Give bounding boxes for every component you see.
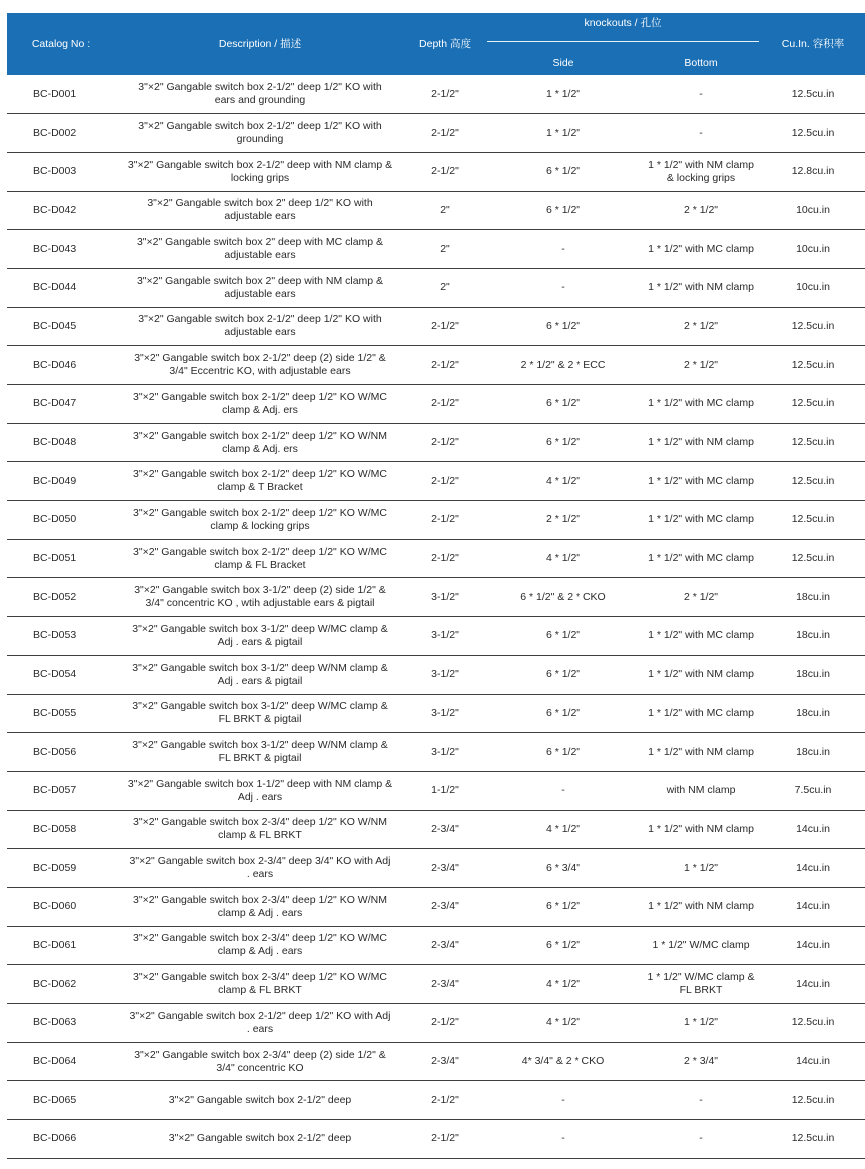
depth-cell: 2-1/2" bbox=[405, 423, 485, 462]
depth-cell: 2-3/4" bbox=[405, 965, 485, 1004]
side-knockout-cell: 6 * 1/2" bbox=[485, 733, 641, 772]
side-knockout-cell: 6 * 1/2" & 2 * CKO bbox=[485, 578, 641, 617]
bottom-knockout-cell: 2 * 1/2" bbox=[641, 191, 761, 230]
side-knockout-cell: 6 * 1/2" bbox=[485, 887, 641, 926]
side-knockout-cell: 4 * 1/2" bbox=[485, 462, 641, 501]
cubic-inch-cell: 12.5cu.in bbox=[761, 1120, 865, 1159]
bottom-knockout-cell: 1 * 1/2" bbox=[641, 849, 761, 888]
bottom-knockout-cell: 1 * 1/2" with NM clamp bbox=[641, 655, 761, 694]
description-cell: 3"×2" Gangable switch box 2-1/2" deep 1/2" KO W/MC clamp & FL Bracket bbox=[115, 539, 405, 578]
cubic-inch-cell: 12.5cu.in bbox=[761, 501, 865, 540]
header-cuin-zh: 容积率 bbox=[812, 37, 845, 50]
side-knockout-cell: 6 * 1/2" bbox=[485, 385, 641, 424]
table-row bbox=[7, 887, 865, 926]
cubic-inch-cell: 10cu.in bbox=[761, 268, 865, 307]
bottom-knockout-cell: 1 * 1/2" with NM clamp bbox=[641, 423, 761, 462]
side-knockout-cell: - bbox=[485, 268, 641, 307]
table-row bbox=[7, 191, 865, 230]
depth-cell: 3-1/2" bbox=[405, 617, 485, 656]
cubic-inch-cell: 18cu.in bbox=[761, 655, 865, 694]
catalog-number-cell: BC-D052 bbox=[7, 578, 115, 617]
depth-cell: 2-1/2" bbox=[405, 1120, 485, 1159]
depth-cell: 2-3/4" bbox=[405, 926, 485, 965]
catalog-number-cell: BC-D047 bbox=[7, 385, 115, 424]
table-row bbox=[7, 617, 865, 656]
depth-cell: 3-1/2" bbox=[405, 578, 485, 617]
table-row bbox=[7, 346, 865, 385]
table-body bbox=[7, 75, 865, 1158]
table-row bbox=[7, 423, 865, 462]
depth-cell: 2-1/2" bbox=[405, 1004, 485, 1043]
table-row bbox=[7, 810, 865, 849]
catalog-number-cell: BC-D001 bbox=[7, 75, 115, 114]
description-cell: 3"×2" Gangable switch box 2-1/2" deep 1/2" KO with grounding bbox=[115, 114, 405, 153]
cubic-inch-cell: 14cu.in bbox=[761, 849, 865, 888]
bottom-knockout-cell: 1 * 1/2" with MC clamp bbox=[641, 539, 761, 578]
table-row bbox=[7, 1042, 865, 1081]
depth-cell: 2-1/2" bbox=[405, 152, 485, 191]
side-knockout-cell: 6 * 1/2" bbox=[485, 655, 641, 694]
catalog-number-cell: BC-D053 bbox=[7, 617, 115, 656]
description-cell: 3"×2" Gangable switch box 2-1/2" deep 1/2" KO with Adj . ears bbox=[115, 1004, 405, 1043]
catalog-number-cell: BC-D066 bbox=[7, 1120, 115, 1159]
catalog-number-cell: BC-D057 bbox=[7, 771, 115, 810]
bottom-knockout-cell: 1 * 1/2" W/MC clamp & FL BRKT bbox=[641, 965, 761, 1004]
side-knockout-cell: 4 * 1/2" bbox=[485, 1004, 641, 1043]
catalog-number-cell: BC-D061 bbox=[7, 926, 115, 965]
description-cell: 3"×2" Gangable switch box 3-1/2" deep W/NM clamp & FL BRKT & pigtail bbox=[115, 733, 405, 772]
table-row bbox=[7, 462, 865, 501]
side-knockout-cell: 6 * 1/2" bbox=[485, 307, 641, 346]
bottom-knockout-cell: 1 * 1/2" with MC clamp bbox=[641, 694, 761, 733]
depth-cell: 2-3/4" bbox=[405, 810, 485, 849]
table-header bbox=[7, 13, 865, 75]
catalog-number-cell: BC-D042 bbox=[7, 191, 115, 230]
bottom-knockout-cell: 1 * 1/2" with NM clamp bbox=[641, 268, 761, 307]
bottom-knockout-cell: - bbox=[641, 1081, 761, 1120]
depth-cell: 2-3/4" bbox=[405, 887, 485, 926]
cubic-inch-cell: 18cu.in bbox=[761, 733, 865, 772]
table-row bbox=[7, 1004, 865, 1043]
side-knockout-cell: 4 * 1/2" bbox=[485, 539, 641, 578]
table-row bbox=[7, 926, 865, 965]
header-bottom: Bottom bbox=[641, 51, 761, 75]
description-cell: 3"×2" Gangable switch box 2-1/2" deep 1/2" KO with adjustable ears bbox=[115, 307, 405, 346]
bottom-knockout-cell: 1 * 1/2" with MC clamp bbox=[641, 617, 761, 656]
depth-cell: 1-1/2" bbox=[405, 771, 485, 810]
table-row bbox=[7, 694, 865, 733]
description-cell: 3"×2" Gangable switch box 2-3/4" deep 1/2" KO W/MC clamp & Adj . ears bbox=[115, 926, 405, 965]
catalog-number-cell: BC-D060 bbox=[7, 887, 115, 926]
table-row bbox=[7, 385, 865, 424]
cubic-inch-cell: 12.5cu.in bbox=[761, 423, 865, 462]
catalog-number-cell: BC-D063 bbox=[7, 1004, 115, 1043]
description-cell: 3"×2" Gangable switch box 2" deep with MC clamp & adjustable ears bbox=[115, 230, 405, 269]
bottom-knockout-cell: 1 * 1/2" with NM clamp bbox=[641, 733, 761, 772]
depth-cell: 2" bbox=[405, 268, 485, 307]
header-knockouts bbox=[485, 13, 761, 51]
description-cell: 3"×2" Gangable switch box 1-1/2" deep with NM clamp & Adj . ears bbox=[115, 771, 405, 810]
header-depth-zh: 高度 bbox=[449, 37, 471, 50]
bottom-knockout-cell: - bbox=[641, 75, 761, 114]
bottom-knockout-cell: with NM clamp bbox=[641, 771, 761, 810]
table-row bbox=[7, 307, 865, 346]
depth-cell: 3-1/2" bbox=[405, 694, 485, 733]
side-knockout-cell: 6 * 1/2" bbox=[485, 152, 641, 191]
cubic-inch-cell: 12.5cu.in bbox=[761, 1004, 865, 1043]
catalog-number-cell: BC-D043 bbox=[7, 230, 115, 269]
description-cell: 3"×2" Gangable switch box 2-1/2" deep bbox=[115, 1120, 405, 1159]
header-divider bbox=[487, 41, 759, 42]
table-row bbox=[7, 539, 865, 578]
table-row bbox=[7, 152, 865, 191]
side-knockout-cell: - bbox=[485, 230, 641, 269]
description-cell: 3"×2" Gangable switch box 2-1/2" deep 1/2" KO W/MC clamp & locking grips bbox=[115, 501, 405, 540]
bottom-knockout-cell: 2 * 1/2" bbox=[641, 578, 761, 617]
side-knockout-cell: 1 * 1/2" bbox=[485, 75, 641, 114]
catalog-number-cell: BC-D058 bbox=[7, 810, 115, 849]
bottom-knockout-cell: - bbox=[641, 114, 761, 153]
description-cell: 3"×2" Gangable switch box 2-1/2" deep 1/2" KO with ears and grounding bbox=[115, 75, 405, 114]
depth-cell: 2-1/2" bbox=[405, 539, 485, 578]
side-knockout-cell: 6 * 1/2" bbox=[485, 926, 641, 965]
depth-cell: 3-1/2" bbox=[405, 733, 485, 772]
side-knockout-cell: 2 * 1/2" & 2 * ECC bbox=[485, 346, 641, 385]
cubic-inch-cell: 18cu.in bbox=[761, 578, 865, 617]
bottom-knockout-cell: 2 * 3/4" bbox=[641, 1042, 761, 1081]
description-cell: 3"×2" Gangable switch box 2-3/4" deep 1/2" KO W/MC clamp & FL BRKT bbox=[115, 965, 405, 1004]
cubic-inch-cell: 12.5cu.in bbox=[761, 385, 865, 424]
table-row bbox=[7, 1081, 865, 1120]
description-cell: 3"×2" Gangable switch box 2-1/2" deep 1/2" KO W/MC clamp & T Bracket bbox=[115, 462, 405, 501]
side-knockout-cell: 4 * 1/2" bbox=[485, 965, 641, 1004]
cubic-inch-cell: 14cu.in bbox=[761, 810, 865, 849]
description-cell: 3"×2" Gangable switch box 2-1/2" deep bbox=[115, 1081, 405, 1120]
header-description: Description / 描述 bbox=[115, 13, 405, 75]
description-cell: 3"×2" Gangable switch box 2-3/4" deep (2) side 1/2" & 3/4" concentric KO bbox=[115, 1042, 405, 1081]
bottom-knockout-cell: 2 * 1/2" bbox=[641, 346, 761, 385]
catalog-number-cell: BC-D059 bbox=[7, 849, 115, 888]
cubic-inch-cell: 7.5cu.in bbox=[761, 771, 865, 810]
description-cell: 3"×2" Gangable switch box 2-3/4" deep 3/4" KO with Adj . ears bbox=[115, 849, 405, 888]
cubic-inch-cell: 14cu.in bbox=[761, 926, 865, 965]
depth-cell: 2-1/2" bbox=[405, 1081, 485, 1120]
side-knockout-cell: 6 * 3/4" bbox=[485, 849, 641, 888]
cubic-inch-cell: 12.5cu.in bbox=[761, 346, 865, 385]
cubic-inch-cell: 12.5cu.in bbox=[761, 539, 865, 578]
description-cell: 3"×2" Gangable switch box 2" deep 1/2" KO with adjustable ears bbox=[115, 191, 405, 230]
side-knockout-cell: 6 * 1/2" bbox=[485, 617, 641, 656]
catalog-number-cell: BC-D062 bbox=[7, 965, 115, 1004]
table-row bbox=[7, 655, 865, 694]
side-knockout-cell: 1 * 1/2" bbox=[485, 114, 641, 153]
table-row bbox=[7, 771, 865, 810]
depth-cell: 2-1/2" bbox=[405, 75, 485, 114]
cubic-inch-cell: 14cu.in bbox=[761, 965, 865, 1004]
catalog-number-cell: BC-D051 bbox=[7, 539, 115, 578]
catalog-number-cell: BC-D045 bbox=[7, 307, 115, 346]
depth-cell: 3-1/2" bbox=[405, 655, 485, 694]
catalog-number-cell: BC-D046 bbox=[7, 346, 115, 385]
bottom-knockout-cell: 1 * 1/2" with NM clamp bbox=[641, 887, 761, 926]
table-row bbox=[7, 578, 865, 617]
catalog-number-cell: BC-D050 bbox=[7, 501, 115, 540]
cubic-inch-cell: 12.5cu.in bbox=[761, 114, 865, 153]
cubic-inch-cell: 18cu.in bbox=[761, 617, 865, 656]
bottom-knockout-cell: - bbox=[641, 1120, 761, 1159]
cubic-inch-cell: 12.5cu.in bbox=[761, 1081, 865, 1120]
bottom-knockout-cell: 1 * 1/2" with NM clamp bbox=[641, 810, 761, 849]
description-cell: 3"×2" Gangable switch box 3-1/2" deep W/NM clamp & Adj . ears & pigtail bbox=[115, 655, 405, 694]
cubic-inch-cell: 12.5cu.in bbox=[761, 462, 865, 501]
cubic-inch-cell: 18cu.in bbox=[761, 694, 865, 733]
description-cell: 3"×2" Gangable switch box 3-1/2" deep W/MC clamp & FL BRKT & pigtail bbox=[115, 694, 405, 733]
bottom-knockout-cell: 1 * 1/2" with MC clamp bbox=[641, 385, 761, 424]
bottom-knockout-cell: 1 * 1/2" with NM clamp & locking grips bbox=[641, 152, 761, 191]
table-row bbox=[7, 268, 865, 307]
catalog-number-cell: BC-D056 bbox=[7, 733, 115, 772]
catalog-number-cell: BC-D044 bbox=[7, 268, 115, 307]
catalog-number-cell: BC-D055 bbox=[7, 694, 115, 733]
header-cuin bbox=[761, 13, 865, 75]
description-cell: 3"×2" Gangable switch box 3-1/2" deep W/MC clamp & Adj . ears & pigtail bbox=[115, 617, 405, 656]
side-knockout-cell: 6 * 1/2" bbox=[485, 191, 641, 230]
header-cuin-en: Cu.In. bbox=[781, 37, 810, 50]
table-row bbox=[7, 114, 865, 153]
description-cell: 3"×2" Gangable switch box 3-1/2" deep (2) side 1/2" & 3/4" concentric KO , wtih adjustable ears & pigtail bbox=[115, 578, 405, 617]
cubic-inch-cell: 14cu.in bbox=[761, 1042, 865, 1081]
table-row bbox=[7, 965, 865, 1004]
depth-cell: 2-1/2" bbox=[405, 501, 485, 540]
description-cell: 3"×2" Gangable switch box 2-1/2" deep (2) side 1/2" & 3/4" Eccentric KO, with adjustable ears bbox=[115, 346, 405, 385]
cubic-inch-cell: 12.5cu.in bbox=[761, 75, 865, 114]
depth-cell: 2-1/2" bbox=[405, 462, 485, 501]
cubic-inch-cell: 10cu.in bbox=[761, 230, 865, 269]
header-knockouts-label: knockouts / 孔位 bbox=[584, 17, 662, 29]
table-row bbox=[7, 230, 865, 269]
table-row bbox=[7, 501, 865, 540]
bottom-knockout-cell: 1 * 1/2" with MC clamp bbox=[641, 230, 761, 269]
catalog-number-cell: BC-D064 bbox=[7, 1042, 115, 1081]
catalog-number-cell: BC-D054 bbox=[7, 655, 115, 694]
description-cell: 3"×2" Gangable switch box 2" deep with NM clamp & adjustable ears bbox=[115, 268, 405, 307]
side-knockout-cell: 2 * 1/2" bbox=[485, 501, 641, 540]
cubic-inch-cell: 14cu.in bbox=[761, 887, 865, 926]
depth-cell: 2-1/2" bbox=[405, 385, 485, 424]
cubic-inch-cell: 12.8cu.in bbox=[761, 152, 865, 191]
bottom-knockout-cell: 1 * 1/2" bbox=[641, 1004, 761, 1043]
side-knockout-cell: 6 * 1/2" bbox=[485, 694, 641, 733]
bottom-knockout-cell: 1 * 1/2" with MC clamp bbox=[641, 501, 761, 540]
table-row bbox=[7, 75, 865, 114]
bottom-knockout-cell: 2 * 1/2" bbox=[641, 307, 761, 346]
catalog-number-cell: BC-D002 bbox=[7, 114, 115, 153]
catalog-number-cell: BC-D003 bbox=[7, 152, 115, 191]
side-knockout-cell: 6 * 1/2" bbox=[485, 423, 641, 462]
side-knockout-cell: - bbox=[485, 1081, 641, 1120]
side-knockout-cell: 4* 3/4" & 2 * CKO bbox=[485, 1042, 641, 1081]
table-row bbox=[7, 733, 865, 772]
product-table bbox=[7, 13, 865, 1159]
description-cell: 3"×2" Gangable switch box 2-3/4" deep 1/2" KO W/NM clamp & Adj . ears bbox=[115, 887, 405, 926]
description-cell: 3"×2" Gangable switch box 2-3/4" deep 1/2" KO W/NM clamp & FL BRKT bbox=[115, 810, 405, 849]
side-knockout-cell: - bbox=[485, 771, 641, 810]
side-knockout-cell: 4 * 1/2" bbox=[485, 810, 641, 849]
depth-cell: 2-1/2" bbox=[405, 346, 485, 385]
depth-cell: 2" bbox=[405, 230, 485, 269]
table-row bbox=[7, 849, 865, 888]
depth-cell: 2-3/4" bbox=[405, 1042, 485, 1081]
catalog-number-cell: BC-D048 bbox=[7, 423, 115, 462]
header-depth bbox=[405, 13, 485, 75]
description-cell: 3"×2" Gangable switch box 2-1/2" deep with NM clamp & locking grips bbox=[115, 152, 405, 191]
side-knockout-cell: - bbox=[485, 1120, 641, 1159]
catalog-number-cell: BC-D065 bbox=[7, 1081, 115, 1120]
header-catalog: Catalog No : bbox=[7, 13, 115, 75]
header-side: Side bbox=[485, 51, 641, 75]
depth-cell: 2-3/4" bbox=[405, 849, 485, 888]
description-cell: 3"×2" Gangable switch box 2-1/2" deep 1/2" KO W/MC clamp & Adj. ers bbox=[115, 385, 405, 424]
depth-cell: 2" bbox=[405, 191, 485, 230]
cubic-inch-cell: 10cu.in bbox=[761, 191, 865, 230]
bottom-knockout-cell: 1 * 1/2" with MC clamp bbox=[641, 462, 761, 501]
catalog-number-cell: BC-D049 bbox=[7, 462, 115, 501]
bottom-knockout-cell: 1 * 1/2" W/MC clamp bbox=[641, 926, 761, 965]
table-row bbox=[7, 1120, 865, 1159]
description-cell: 3"×2" Gangable switch box 2-1/2" deep 1/2" KO W/NM clamp & Adj. ers bbox=[115, 423, 405, 462]
depth-cell: 2-1/2" bbox=[405, 114, 485, 153]
header-depth-en: Depth bbox=[419, 37, 448, 50]
cubic-inch-cell: 12.5cu.in bbox=[761, 307, 865, 346]
depth-cell: 2-1/2" bbox=[405, 307, 485, 346]
